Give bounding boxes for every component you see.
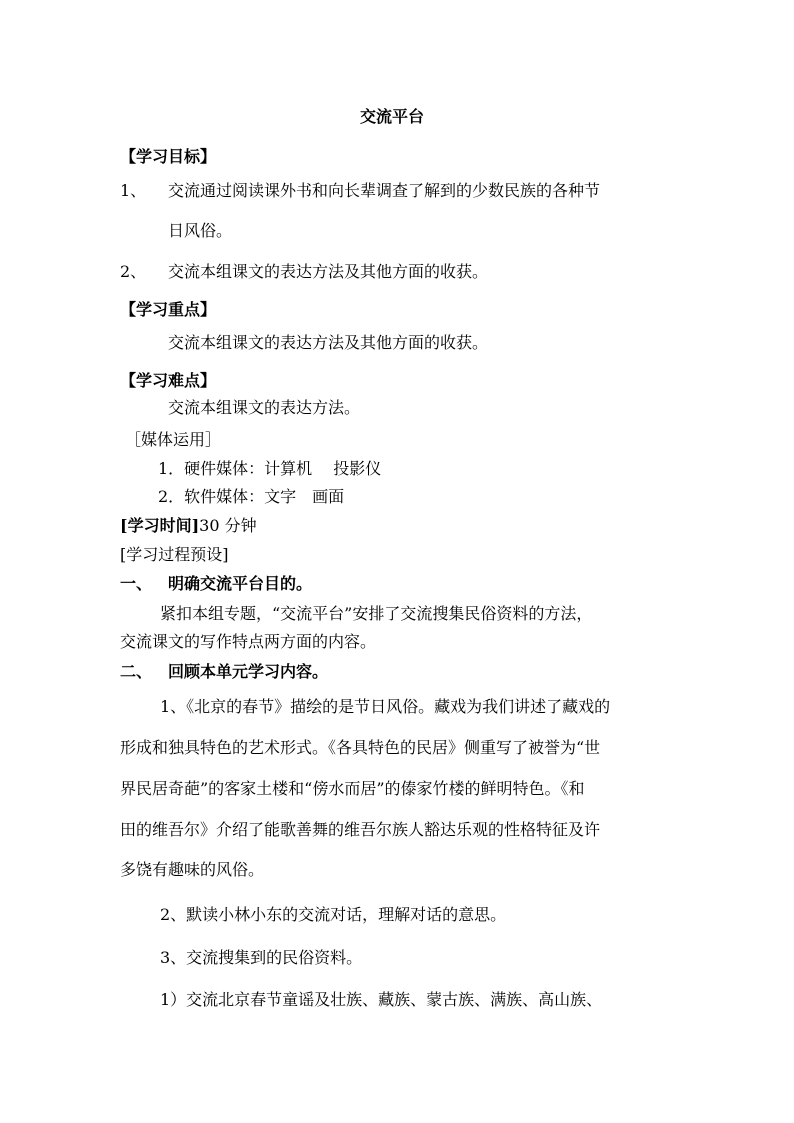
section-2-number: 二、	[120, 662, 153, 681]
process-heading: [学习过程预设]	[120, 545, 229, 564]
objective-1-line-1: 交流通过阅读课外书和向长辈调查了解到的少数民族的各种节	[168, 181, 601, 200]
objective-2-number: 2、	[120, 262, 147, 281]
media-item-2: 2．软件媒体：文字 画面	[158, 487, 345, 506]
media-heading: ［媒体运用］	[125, 430, 222, 449]
objective-1-line-2: 日风俗。	[168, 221, 233, 240]
section-2-line-8: 1）交流北京春节童谣及壮族、藏族、蒙古族、满族、高山族、	[160, 990, 603, 1009]
section-2-line-5: 多饶有趣味的风俗。	[120, 860, 265, 879]
section-2-line-7: 3、交流搜集到的民俗资料。	[160, 948, 363, 967]
section-2-line-2: 形成和独具特色的艺术形式。《各具特色的民居》侧重写了被誉为“世	[120, 738, 601, 757]
objectives-heading: 【学习目标】	[120, 147, 217, 166]
objective-2-line-1: 交流本组课文的表达方法及其他方面的收获。	[168, 262, 489, 281]
study-time-label: [学习时间]	[120, 516, 200, 535]
page-title: 交流平台	[360, 107, 425, 126]
objective-1-number: 1、	[120, 181, 147, 200]
section-1-line-1: 紧扣本组专题，“交流平台”安排了交流搜集民俗资料的方法，	[160, 604, 593, 623]
key-points-text: 交流本组课文的表达方法及其他方面的收获。	[168, 333, 489, 352]
section-2-heading: 回顾本单元学习内容。	[168, 662, 329, 681]
difficulties-text: 交流本组课文的表达方法。	[168, 398, 361, 417]
section-1-line-2: 交流课文的写作特点两方面的内容。	[120, 632, 377, 651]
study-time-value: 30 分钟	[199, 516, 257, 535]
study-time	[120, 516, 257, 536]
section-2-line-1: 1、《北京的春节》描绘的是节日风俗。藏戏为我们讲述了藏戏的	[160, 697, 611, 716]
section-1-heading: 明确交流平台目的。	[168, 574, 313, 593]
section-2-line-6: 2、默读小林小东的交流对话，理解对话的意思。	[160, 905, 507, 924]
key-points-heading: 【学习重点】	[120, 300, 217, 319]
section-1-number: 一、	[120, 574, 153, 593]
media-item-1: 1．硬件媒体：计算机 投影仪	[158, 459, 382, 478]
section-2-line-3: 界民居奇葩”的客家土楼和“傍水而居”的傣家竹楼的鲜明特色。《和	[120, 779, 585, 798]
section-2-line-4: 田的维吾尔》介绍了能歌善舞的维吾尔族人豁达乐观的性格特征及许	[120, 820, 601, 839]
difficulties-heading: 【学习难点】	[120, 371, 217, 390]
